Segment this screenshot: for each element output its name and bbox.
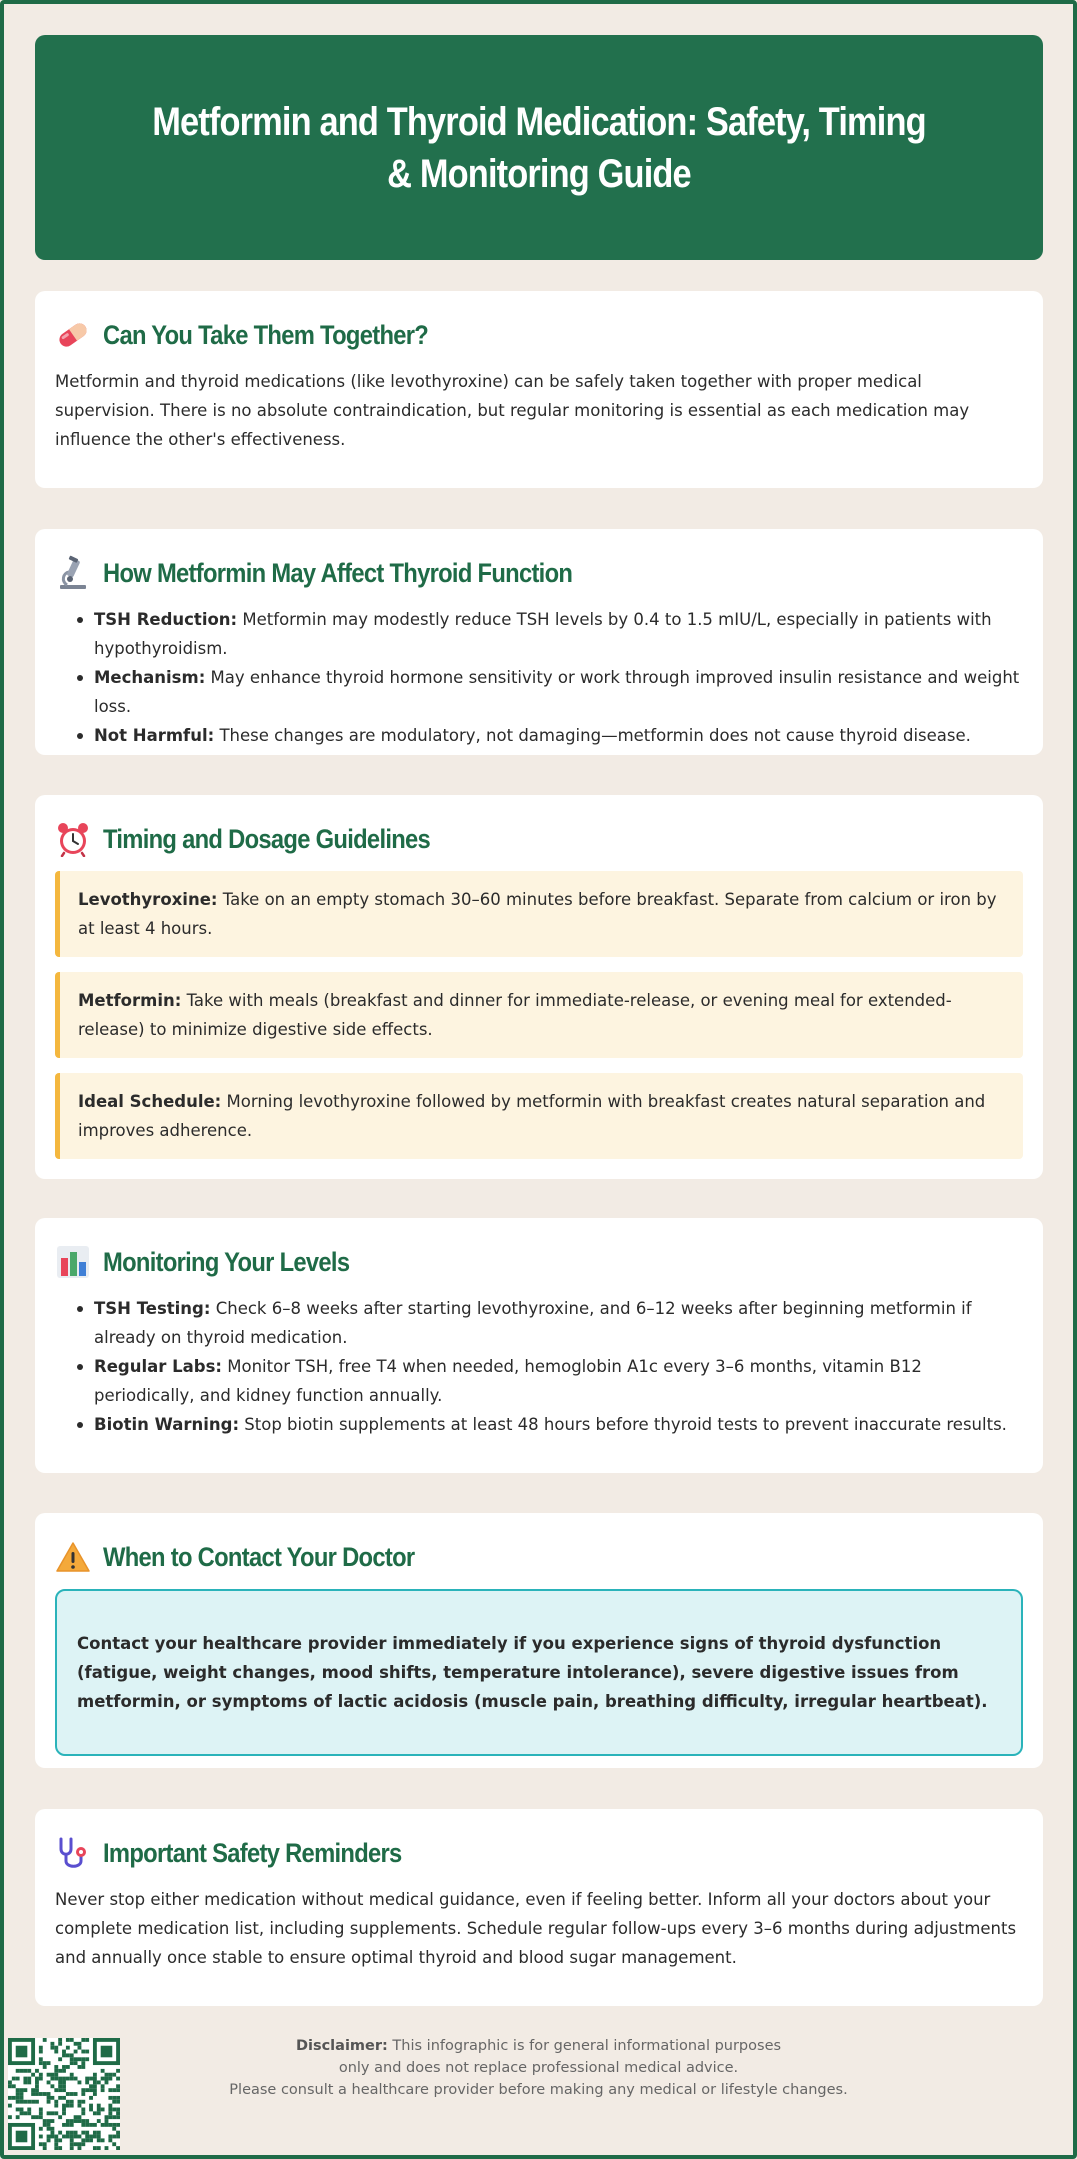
page-header bbox=[35, 35, 1043, 260]
item-text: These changes are modulatory, not damaging—metformin does not cause thyroid disease. bbox=[214, 726, 971, 745]
item-label: Biotin Warning: bbox=[94, 1415, 240, 1434]
section-header bbox=[55, 1535, 1023, 1579]
section-title: Can You Take Them Together? bbox=[103, 319, 429, 350]
bar-chart-icon bbox=[55, 1244, 91, 1280]
pill-icon bbox=[55, 317, 91, 353]
microscope-icon bbox=[55, 555, 91, 591]
item-text: Monitor TSH, free T4 when needed, hemoglobin A1c every 3–6 months, vitamin B12 periodically, and kidney function annually. bbox=[94, 1357, 922, 1405]
stethoscope-icon bbox=[55, 1835, 91, 1871]
disclaimer-label: Disclaimer: bbox=[295, 2038, 388, 2054]
section-header bbox=[55, 551, 1023, 595]
list-item bbox=[55, 1352, 1023, 1410]
tip-text: Morning levothyroxine followed by metformin with breakfast creates natural separation and improves adherence. bbox=[78, 1092, 986, 1140]
tip-text: Take on an empty stomach 30–60 minutes before breakfast. Separate from calcium or iron by at least 4 hours. bbox=[78, 890, 997, 938]
list-item bbox=[55, 663, 1023, 721]
tip-label: Levothyroxine: bbox=[78, 890, 218, 909]
item-label: TSH Reduction: bbox=[94, 610, 238, 629]
alert-box: Contact your healthcare provider immediately if you experience signs of thyroid dysfunction (fatigue, weight changes, mood shifts, temperature intolerance), severe digestive issues from metformin, or symptoms of lactic acidosis (muscle pain, breathing difficulty, irregular heartbeat). bbox=[55, 1589, 1023, 1756]
tip-label: Metformin: bbox=[78, 991, 182, 1010]
warning-icon bbox=[55, 1539, 91, 1575]
tip-box bbox=[55, 972, 1023, 1058]
section-timing bbox=[35, 795, 1043, 1179]
tip-label: Ideal Schedule: bbox=[78, 1092, 222, 1111]
list-item bbox=[55, 605, 1023, 663]
section-title: When to Contact Your Doctor bbox=[103, 1541, 415, 1572]
item-label: Not Harmful: bbox=[94, 726, 215, 745]
item-label: TSH Testing: bbox=[94, 1299, 211, 1318]
disclaimer-line: Please consult a healthcare provider before making any medical or lifestyle changes. bbox=[229, 2082, 848, 2098]
bullet-list bbox=[55, 605, 1023, 750]
tip-box bbox=[55, 1073, 1023, 1159]
section-monitoring bbox=[35, 1218, 1043, 1473]
section-safety bbox=[35, 1809, 1043, 2006]
disclaimer bbox=[0, 2035, 1077, 2101]
section-header bbox=[55, 817, 1023, 861]
section-title: How Metformin May Affect Thyroid Function bbox=[103, 557, 573, 588]
section-affect bbox=[35, 529, 1043, 755]
disclaimer-text: This infographic is for general informational purposes bbox=[387, 2038, 782, 2054]
list-item bbox=[55, 721, 1023, 750]
alarm-clock-icon bbox=[55, 821, 91, 857]
section-contact bbox=[35, 1513, 1043, 1768]
section-header bbox=[55, 1831, 1023, 1875]
item-label: Mechanism: bbox=[94, 668, 206, 687]
page-title: Metformin and Thyroid Medication: Safety, Timing & Monitoring Guide bbox=[152, 99, 926, 196]
disclaimer-line: only and does not replace professional medical advice. bbox=[338, 2060, 739, 2076]
section-title: Important Safety Reminders bbox=[103, 1837, 402, 1868]
bullet-list bbox=[55, 1294, 1023, 1439]
section-title: Timing and Dosage Guidelines bbox=[103, 823, 431, 854]
section-header bbox=[55, 1240, 1023, 1284]
disclaimer-line bbox=[0, 2035, 1077, 2057]
item-label: Regular Labs: bbox=[94, 1357, 223, 1376]
list-item bbox=[55, 1410, 1023, 1439]
section-body: Never stop either medication without medical guidance, even if feeling better. Inform all your doctors about your complete medication list, including supplements. Schedule regular follow-ups every 3–6 months during adjustments and annually once stable to ensure optimal thyroid and blood sugar management. bbox=[55, 1890, 1017, 1967]
section-body: Metformin and thyroid medications (like levothyroxine) can be safely taken together with proper medical supervision. There is no absolute contraindication, but regular monitoring is essential as each medication may influence the other's effectiveness. bbox=[55, 372, 970, 449]
tip-box bbox=[55, 871, 1023, 957]
section-title: Monitoring Your Levels bbox=[103, 1246, 350, 1277]
item-text: Stop biotin supplements at least 48 hours before thyroid tests to prevent inaccurate results. bbox=[239, 1415, 1007, 1434]
list-item bbox=[55, 1294, 1023, 1352]
section-header bbox=[55, 313, 1023, 357]
item-text: Check 6–8 weeks after starting levothyroxine, and 6–12 weeks after beginning metformin if already on thyroid medication. bbox=[94, 1299, 972, 1347]
item-text: May enhance thyroid hormone sensitivity or work through improved insulin resistance and weight loss. bbox=[94, 668, 1020, 716]
section-together bbox=[35, 291, 1043, 488]
item-text: Metformin may modestly reduce TSH levels by 0.4 to 1.5 mIU/L, especially in patients with hypothyroidism. bbox=[94, 610, 992, 658]
tip-text: Take with meals (breakfast and dinner for immediate-release, or evening meal for extended-release) to minimize digestive side effects. bbox=[78, 991, 952, 1039]
